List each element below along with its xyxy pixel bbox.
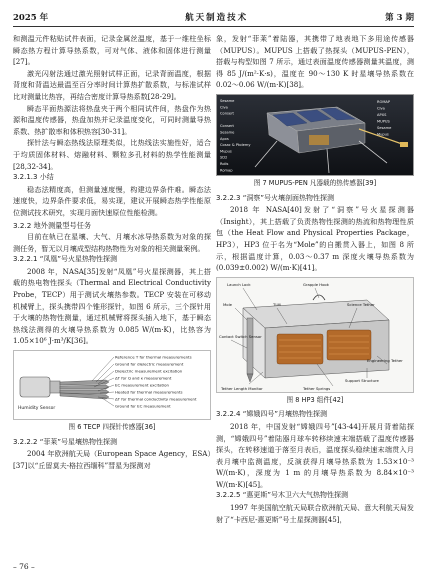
paragraph: 象，发射“菲莱”着陆器，其携带了地表地下多用途传感器（MUPUS）。MUPUS 上搭载了热探头（MUPUS-PEN），搭载与构型如图 7 所示，通过表面温度传感器测量其温度，测得 85 J/(m²·K·s)，温度在 90～130 K 时星壤导热系数在 0.02～0.06 W/(m·K)[38]。 [216, 34, 414, 90]
fig7-label: Civa [220, 105, 228, 110]
section-heading: 3.2.1.3 小结 [13, 173, 54, 182]
fig7-label: Consert [220, 111, 234, 116]
philae-lander-illustration [217, 95, 414, 176]
paragraph: 2008 年，NASA[35]发射“凤凰”号火星探测器，其上搭载的热电物性探头（Thermal and Electrical Conductivity Probe，TECP）用于测试火壤热参数。TECP 安装在可移动机械臂上，探头携带四个锥形探针，如图 6 所示，三个探针用于火壤的热物性测量，通过机械臂将探头插入地下，基于瞬态热线法测得的火壤导热系数为 0.085 W/(m·K)，比热容为 1.05×10⁶ J·m³/K[36]。 [13, 266, 211, 346]
figure-6-tecp-probe [13, 350, 211, 420]
figure-7-philae-lander [216, 94, 414, 176]
page-number: – 76 – [13, 562, 35, 571]
paragraph: 目前在轨已在星壤、大气、月壤水冰导热系数为对象的探测任务，暂无以月壤成型结构热物性为对象的相关测量案例。 [13, 232, 211, 253]
figure-8-caption: 图 8 HP3 组件[42] [286, 395, 344, 404]
fig7-label: Cosac & Ptolemy [220, 143, 251, 148]
fig7-label: Sesame [377, 125, 392, 130]
paragraph: 2004 年欧洲航天局（European Space Agency，ESA）[37]以“丘留莫夫-格拉西缅科”彗星为探测对 [13, 449, 211, 470]
fig7-label: Romap [220, 168, 233, 173]
fig7-label: Sesame [220, 130, 235, 135]
fig6-legend-item: Heated for thermal measurements [115, 389, 183, 395]
label-grapple-hook: Grapple Hook [303, 281, 329, 287]
fig6-legend-item: ΔT for thermal conductivity measurement [115, 396, 197, 402]
label-contact-switch: Contact Switch Sensor [219, 333, 262, 339]
paragraph: 2018 年，中国发射“嫦娥四号”[43-44]开展月背着陆探测，“嫦娥四号”着陆器月球车转移续速末端搭载了温度传感器探头，在转移速道于落至月表后，温度探头稳续速末端贯入月表月壤中监测温度，反演获得月壤导热系数为 1.53×10⁻³ W/(m·K)，深度为 1 m 的月壤导热系数为 8.84×10⁻³ W/(m·K)[45]。 [216, 421, 414, 489]
section-heading: 3.2.2.3 “洞察”号火壤剖面热物性探测 [216, 193, 334, 202]
header-issue: 第 3 期 [385, 13, 414, 23]
fig7-label: MUPUS [377, 119, 390, 124]
fig7-label: Consert [220, 124, 234, 129]
fig7-label: ROMAP [377, 99, 391, 104]
fig7-label: Mupus [377, 132, 389, 137]
fig7-label: Mupus [220, 149, 232, 154]
section-heading: 3.2.2.4 “嫦娥四号”月壤热物性探测 [216, 410, 327, 419]
right-column [216, 33, 414, 525]
figure-7-caption: 图 7 MUPUS-PEN 凡器载的热传感器[39] [253, 178, 377, 187]
fig6-legend-item: Reference T for thermal measurements [115, 354, 192, 360]
label-launch-lock: Launch Lock [227, 281, 251, 287]
label-engineering-tether: Engineering Tether [367, 357, 403, 363]
label-tether-length: Tether Length Monitor [221, 385, 263, 391]
section-heading: 3.2.2.5 “惠更斯”号木卫六大气热物性探测 [216, 491, 348, 500]
hp3-diagram [217, 278, 414, 393]
label-tlm: TLM [273, 301, 281, 307]
paragraph: 2018 年 NASA[40]发射了“洞察”号火星探测器（Insight），其上搭载了负责热物性探测的热流和热物理性质包（the Heat Flow and Physical Properties Package，HP3），HP3 位于名为“Mole”的自搬贯入器上，如图 8 所示，根据温度计算，0.03～0.37 m 深度火壤导热系数为(0.039±0.002) W/(m·K)[41]。 [216, 205, 414, 273]
section-heading: 3.2.2.2 “菲莱”号星壤热物性探测 [13, 437, 117, 446]
label-support-structure: Support Structure [345, 377, 379, 383]
left-column [13, 33, 211, 471]
humidity-sensor-label: Humidity Sensor [18, 406, 56, 412]
fig6-legend-item: Dielectric measurement excitation [115, 368, 183, 374]
tecp-diagram [14, 351, 211, 420]
fig7-label: APXS [377, 112, 387, 117]
journal-title: 航天制造技术 [185, 13, 249, 23]
fig6-legend-item: Ground for dielectric measurement [115, 361, 184, 367]
header-year-issue: 2025 年 [13, 13, 49, 23]
fig7-label: Rolis [220, 161, 229, 166]
fig7-label: SD2 [220, 155, 228, 160]
paragraph: 探针法与瞬态热线法原理类似，比热线法实施性好，适合于均质固体材料、熔融材料、颗粒多孔材料的热学性能测量[28,32-34]。 [13, 138, 211, 171]
label-mole: Mole [223, 301, 232, 307]
paragraph: 瞬态平面热源法将热盘夹于两个相同试件间，热盘作为热源和温度传感器，热盘加热并记录温度变化，可同时测量导热系数、热扩散率和体积热容[30-31]。 [13, 103, 211, 136]
fig6-legend-item: EC measurement excitation [115, 382, 169, 388]
running-header [13, 7, 414, 23]
fig7-label: Apxs [220, 136, 229, 141]
header-rule [13, 26, 414, 27]
fig7-label: Sesame [220, 98, 235, 103]
fig6-legend-item: Ground for EC measurement [115, 403, 171, 409]
paragraph: 和测温元件粘贴试件表面，记录金属丝温度，基于一维柱坐标瞬态热方程计算导热系数，可对气体、液体和固体进行测量[27]。 [13, 34, 211, 67]
section-heading: 3.2.2 地外测量型号任务 [13, 220, 92, 230]
label-science-tether: Science Tether [347, 301, 375, 307]
fig7-label: Civa [377, 106, 385, 111]
figure-6-caption: 图 6 TECP 四探针传感器[36] [68, 423, 156, 432]
paragraph: 稳态法精度高，但测量速度慢，构建边界条件难。瞬态法速度快，边界条件要求低，易实现，建议开展瞬态热学性能原位测试技术研究，实现月面快速原位性能检测。 [13, 184, 211, 217]
figure-8-hp3-assembly [216, 277, 414, 393]
fig6-legend-item: ΔT for Q and κ measurement [115, 375, 172, 381]
section-heading: 3.2.2.1 “凤凰”号火星热物性探测 [13, 255, 117, 264]
paragraph: 1997 年美国航空航天局联合欧洲航天局、意大利航天局发射了“卡西尼-惠更斯”号土星探测器[45]， [216, 503, 414, 524]
label-tether-springs: Tether Springs [303, 385, 331, 391]
paragraph: 激光闪射法通过激光照射试样正面，记录背面温度，根据背度和背温达最温至百分率时间计算热扩散系数，与标准试样比对测量比热容，再结合密度计算导热系数[28-29]。 [13, 68, 211, 101]
